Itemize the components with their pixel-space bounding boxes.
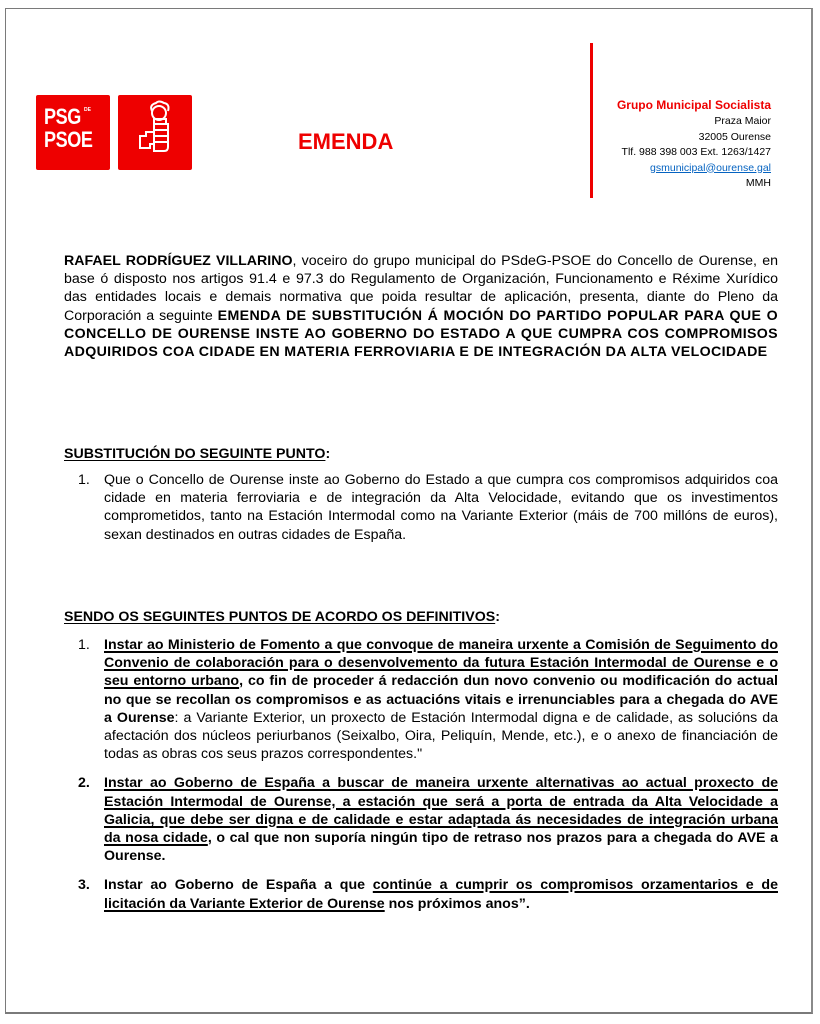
- item-bold-text: , co fin de proceder á redacción dun novo convenio ou modificación do actual no que se recollan os compromisos e as actuacións vitais e irrenunciables para a chegada do AVE a Ourense: [104, 673, 778, 726]
- heading-colon: :: [495, 609, 500, 625]
- item-bold-prefix: Instar ao Goberno de España a que: [104, 877, 373, 894]
- psdeg-psoe-logo: [36, 95, 110, 170]
- list-item: [64, 471, 778, 544]
- item-bold-text: , o cal que non suporía ningún tipo de retraso nos prazos para a chegada do AVE a Ourense.: [104, 830, 778, 865]
- heading-colon: :: [325, 446, 331, 462]
- fist-and-rose-icon: [118, 95, 192, 170]
- definitive-points-list: [64, 636, 778, 924]
- document-title: EMENDA: [298, 129, 394, 154]
- list-item: [64, 774, 778, 865]
- intro-text: , voceiro do grupo municipal do PSdeG-PSOE do Concello de Ourense, en base ó disposto nos artigos 91.4 e 97.3 do Regulamento de Organización, Funcionamento e Réxime Xurídico das entidades locais e demais normativa que poida resultar de aplicación, presenta, diante do Pleno da Corporación a seguinte: [64, 253, 778, 324]
- item-underlined-text: Instar ao Ministerio de Fomento a que convoque de maneira urxente a Comisión de Seguimento do Convenio de colaboración para o desenvolvemento da futura Estación Intermodal de Ourense e o seu entorno urbano: [104, 637, 778, 690]
- substitution-list: [64, 471, 778, 544]
- item-text: : a Variante Exterior, un proxecto de Estación Intermodal digna e de calidade, as solucións da afectación dos núcleos periurbanos (Seixalbo, Oira, Peliquín, Mende, etc.), e o anexo de financiación de todas as obras cos seus prazos correspondentes.": [104, 709, 778, 763]
- item-number: 1.: [78, 472, 90, 488]
- section-heading-definitive: [64, 609, 500, 625]
- speaker-name: RAFAEL RODRÍGUEZ VILLARINO: [64, 253, 293, 269]
- logo-psg-text: PSG: [44, 104, 81, 129]
- intro-paragraph: [64, 252, 778, 361]
- email-link[interactable]: gsmunicipal@ourense.gal: [650, 161, 771, 174]
- document-page: [5, 8, 813, 1014]
- organization-name: Grupo Municipal Socialista: [616, 98, 771, 112]
- header-divider: [590, 43, 593, 198]
- item-bold-text: nos próximos anos”.: [384, 895, 530, 912]
- address-line-2: 32005 Ourense: [698, 130, 771, 143]
- fist-rose-logo: [118, 95, 192, 170]
- item-number: 1.: [78, 637, 90, 653]
- list-item: [64, 636, 778, 763]
- logo-psoe-text: PSOE: [44, 127, 93, 152]
- item-number: 2.: [78, 775, 90, 792]
- section-heading-text: SENDO OS SEGUINTES PUNTOS DE ACORDO OS DEFINITIVOS: [64, 609, 496, 625]
- list-item: [64, 876, 778, 912]
- initials: MMH: [745, 177, 771, 189]
- phone-number: Tlf. 988 398 003 Ext. 1263/1427: [621, 146, 771, 158]
- item-number: 3.: [78, 877, 90, 894]
- item-text: Que o Concello de Ourense inste ao Goberno do Estado a que cumpra cos compromisos adquiridos coa cidade en materia ferroviaria e de integración da Alta Velocidade, evitando que os investimentos comprometidos, tanto na Estación Intermodal como na Variante Exterior (máis de 700 millóns de euros), sexan destinados en outras cidades de España.: [104, 472, 778, 543]
- section-heading-substitution: [64, 446, 330, 462]
- section-heading-text: SUBSTITUCIÓN DO SEGUINTE PUNTO: [64, 446, 326, 462]
- item-underlined-text: continúe a cumprir os compromisos orzamentarios e de licitación da Variante Exterior de Ourense: [104, 877, 778, 912]
- amendment-title: EMENDA DE SUBSTITUCIÓN Á MOCIÓN DO PARTIDO POPULAR PARA QUE O CONCELLO DE OURENSE INSTE AO GOBERNO DO ESTADO A QUE CUMPRA COS COMPROMISOS ADQUIRIDOS COA CIDADE EN MATERIA FERROVIARIA E DE INTEGRACIÓN DA ALTA VELOCIDADE: [64, 307, 778, 361]
- address-line-1: Praza Maior: [714, 115, 771, 127]
- logo-de-text: DE: [84, 107, 91, 113]
- item-underlined-text: Instar ao Goberno de España a buscar de maneira urxente alternativas ao actual proxecto de Estación Intermodal de Ourense, a estación que será a porta de entrada da Alta Velocidade a Galicia, que debe ser digna e de calidade e estar adaptada ás necesidades de integración urbana da nosa cidade: [104, 775, 778, 847]
- contact-block: [617, 97, 771, 192]
